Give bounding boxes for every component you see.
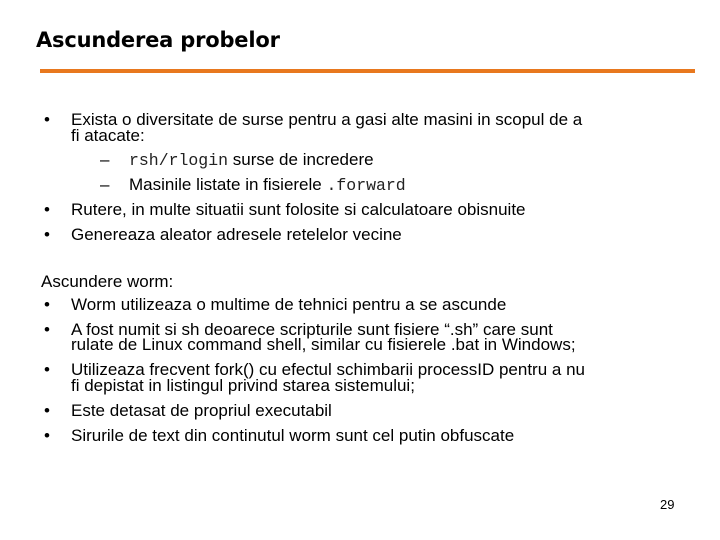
list-item-line: fi atacate:	[71, 125, 145, 145]
title-underline	[40, 69, 695, 73]
dash-icon: –	[100, 150, 110, 170]
list-item-text	[71, 319, 681, 355]
list-item-text: Sirurile de text din continutul worm sunt cel putin obfuscate	[71, 425, 515, 445]
bullet-icon: •	[44, 425, 50, 445]
list-item-text: Genereaza aleator adresele retelelor vecine	[71, 225, 402, 245]
list-item-line: Exista o diversitate de surse pentru a gasi alte masini in scopul de a	[71, 110, 583, 129]
list-item-line: A fost numit si sh deoarece scripturile sunt fisiere “.sh” care sunt	[71, 319, 553, 339]
bullet-icon: •	[44, 360, 50, 380]
sub-list-item-label: surse de incredere	[232, 150, 374, 170]
code-text: .forward	[326, 176, 406, 196]
section-heading: Ascundere worm:	[41, 272, 174, 291]
list-item-line: rulate de Linux command shell, similar cu fisierele .bat in Windows;	[71, 335, 576, 355]
list-item-line: fi depistat in listingul privind starea sistemului;	[71, 375, 415, 395]
list-item-text: Rutere, in multe situatii sunt folosite si calculatoare obisnuite	[71, 200, 526, 220]
bullet-icon: •	[44, 225, 50, 245]
slide-title: Ascunderea probelor	[36, 28, 280, 52]
sub-list-item-text	[129, 152, 374, 169]
dash-icon: –	[100, 175, 110, 195]
bullet-icon: •	[44, 400, 50, 420]
bullet-icon: •	[44, 295, 50, 314]
sub-list-item-text	[129, 177, 406, 194]
list-item-text	[71, 112, 681, 143]
bullet-icon: •	[44, 200, 50, 220]
bullet-icon: •	[44, 319, 50, 339]
list-item-text: Worm utilizeaza o multime de tehnici pentru a se ascunde	[71, 295, 507, 314]
list-item-text	[71, 362, 681, 393]
code-text: rsh/rlogin	[129, 151, 229, 171]
page-number: 29	[660, 497, 675, 512]
list-item-line: Utilizeaza frecvent fork() cu efectul schimbarii processID pentru a nu	[71, 360, 585, 380]
list-item-text: Este detasat de propriul executabil	[71, 400, 332, 420]
sub-list-item-label: Masinile listate in fisierele	[129, 175, 322, 195]
bullet-icon: •	[44, 110, 50, 129]
